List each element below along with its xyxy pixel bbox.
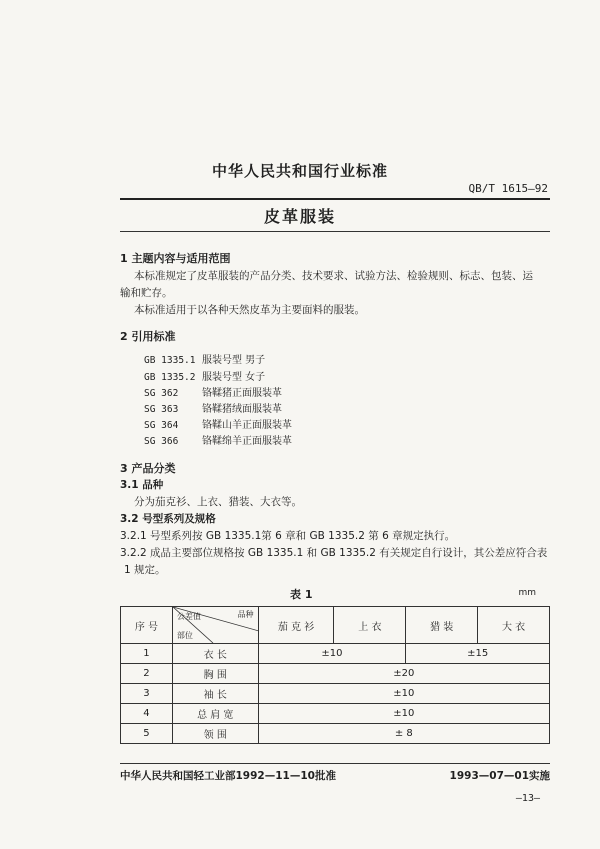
footer-rule	[120, 763, 550, 764]
row-part: 总 肩 宽	[172, 704, 258, 724]
reference-code: GB 1335.1	[144, 355, 196, 366]
row-no: 5	[121, 724, 173, 744]
table-header-row	[121, 607, 550, 644]
reference-item	[144, 368, 265, 383]
document-title: 皮革服装	[263, 207, 336, 226]
standard-number: QB/T 1615—92	[468, 182, 548, 195]
reference-code: SG 362	[144, 388, 179, 399]
row-part: 胸 围	[172, 664, 258, 684]
section-3-2-1: 3.2.1 号型系列按 GB 1335.1第 6 章和 GB 1335.2 第 6 章规定执行。	[120, 530, 456, 542]
row-part: 袖 长	[172, 684, 258, 704]
section-1-para1-line1: 本标准规定了皮革服装的产品分类、技术要求、试验方法、检验规则、标志、包装、运	[134, 270, 533, 282]
reference-title: 服装号型 女子	[202, 372, 266, 383]
table-unit: mm	[518, 588, 536, 598]
section-1-para2: 本标准适用于以各种天然皮革为主要面料的服装。	[134, 304, 365, 316]
table-row	[121, 724, 550, 744]
row-tolerance: ±10	[258, 704, 549, 724]
col-no-header: 序 号	[121, 607, 173, 644]
reference-code: GB 1335.2	[144, 372, 196, 383]
section-3-2-2-line2: 1 规定。	[124, 564, 166, 576]
section-1-heading: 1 主题内容与适用范围	[120, 252, 231, 265]
diagonal-header-cell	[172, 607, 258, 644]
approval-note: 中华人民共和国轻工业部1992—11—10批准	[120, 770, 336, 782]
row-part: 衣 长	[172, 644, 258, 664]
reference-item	[144, 416, 292, 431]
tolerance-table	[120, 606, 550, 744]
section-3-2-2-line1: 3.2.2 成品主要部位规格按 GB 1335.1 和 GB 1335.2 有关规定自行设计，其公差应符合表	[120, 547, 548, 559]
row-no: 3	[121, 684, 173, 704]
col-variety-coat: 上 衣	[334, 607, 406, 644]
section-1-para1-line2: 输和贮存。	[120, 287, 173, 299]
col-variety-hunting: 猎 装	[406, 607, 478, 644]
diag-label-part: 部位	[176, 631, 193, 640]
table-row	[121, 684, 550, 704]
table-row	[121, 644, 550, 664]
reference-item	[144, 432, 292, 447]
row-no: 2	[121, 664, 173, 684]
diag-label-variety: 品种	[237, 610, 254, 619]
col-variety-jacket: 茄 克 衫	[258, 607, 334, 644]
reference-code: SG 364	[144, 420, 179, 431]
section-3-2-heading: 3.2 号型系列及规格	[120, 513, 216, 525]
reference-title: 铬鞣山羊正面服装革	[202, 420, 292, 431]
row-tolerance: ± 8	[258, 724, 549, 744]
row-tolerance: ±10	[258, 684, 549, 704]
diag-label-tolerance: 公差值	[176, 612, 201, 621]
reference-item	[144, 351, 265, 366]
reference-item	[144, 400, 282, 415]
reference-code: SG 366	[144, 436, 179, 447]
col-variety-overcoat: 大 衣	[478, 607, 550, 644]
row-no: 1	[121, 644, 173, 664]
section-3-1-heading: 3.1 品种	[120, 479, 164, 491]
reference-code: SG 363	[144, 404, 179, 415]
table-row	[121, 664, 550, 684]
reference-title: 铬鞣绵羊正面服装革	[202, 436, 292, 447]
standard-category-title: 中华人民共和国行业标准	[211, 162, 388, 180]
row-tolerance: ±20	[258, 664, 549, 684]
reference-item	[144, 384, 282, 399]
row-part: 领 围	[172, 724, 258, 744]
page-number: —13—	[515, 793, 540, 804]
reference-title: 铬鞣猪绒面服装革	[202, 404, 282, 415]
reference-title: 铬鞣猪正面服装革	[202, 388, 282, 399]
header-rule	[120, 198, 550, 200]
reference-title: 服装号型 男子	[202, 355, 266, 366]
row-no: 4	[121, 704, 173, 724]
row-tolerance: ±10	[258, 644, 406, 664]
row-tolerance: ±15	[406, 644, 550, 664]
section-2-heading: 2 引用标准	[120, 330, 176, 343]
section-3-1-text: 分为茄克衫、上衣、猎装、大衣等。	[134, 496, 302, 508]
title-rule	[120, 231, 550, 232]
table-row	[121, 704, 550, 724]
section-3-heading: 3 产品分类	[120, 462, 176, 475]
table-caption: 表 1	[290, 588, 313, 601]
effective-date: 1993—07—01实施	[449, 770, 550, 782]
